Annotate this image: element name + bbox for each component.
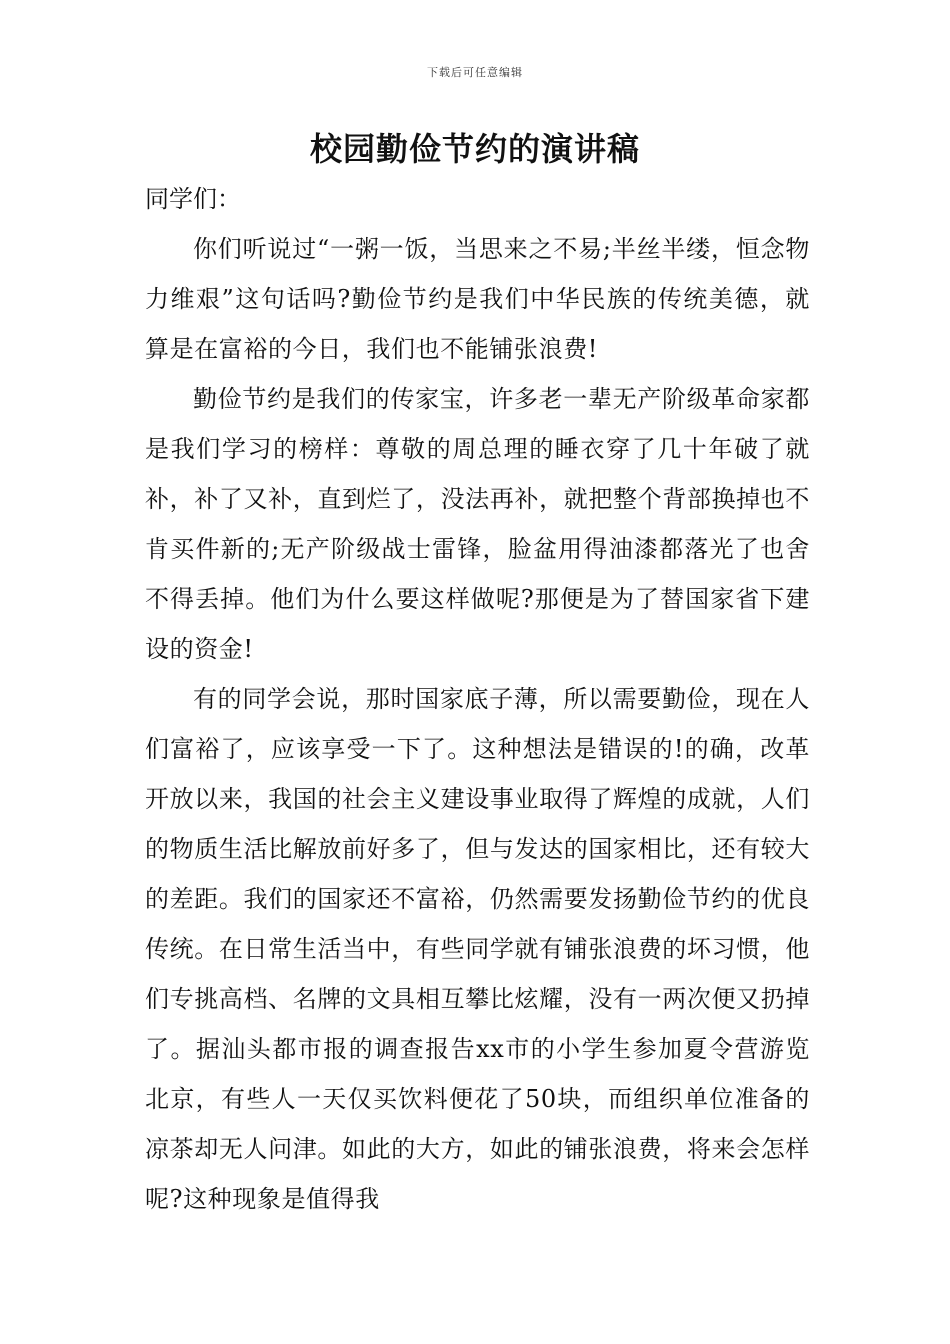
paragraph-2: 勤俭节约是我们的传家宝，许多老一辈无产阶级革命家都是我们学习的榜样：尊敬的周总理的睡衣穿了几十年破了就补，补了又补，直到烂了，没法再补，就把整个背部换掉也不肯买件新的;无产阶级战士雷锋，脸盆用得油漆都落光了也舍不得丢掉。他们为什么要这样做呢?那便是为了替国家省下建设的资金!: [145, 385, 810, 663]
paragraph-1: 你们听说过“一粥一饭，当思来之不易;半丝半缕，恒念物力维艰”这句话吗?勤俭节约是我们中华民族的传统美德，就算是在富裕的今日，我们也不能铺张浪费!: [145, 235, 810, 363]
document-body: [145, 174, 810, 1224]
header-note: 下载后可任意编辑: [427, 66, 523, 79]
document-title: 校园勤俭节约的演讲稿: [309, 130, 640, 168]
greeting: 同学们：: [145, 185, 241, 213]
paragraph-3: 有的同学会说，那时国家底子薄，所以需要勤俭，现在人们富裕了，应该享受一下了。这种想法是错误的!的确，改革开放以来，我国的社会主义建设事业取得了辉煌的成就，人们的物质生活比解放前好多了，但与发达的国家相比，还有较大的差距。我们的国家还不富裕，仍然需要发扬勤俭节约的优良传统。在日常生活当中，有些同学就有铺张浪费的坏习惯，他们专挑高档、名牌的文具相互攀比炫耀，没有一两次便又扔掉了。据汕头都市报的调查报告xx市的小学生参加夏令营游览北京，有些人一天仅买饮料便花了50块，而组织单位准备的凉茶却无人问津。如此的大方，如此的铺张浪费，将来会怎样呢?这种现象是值得我: [145, 685, 810, 1213]
